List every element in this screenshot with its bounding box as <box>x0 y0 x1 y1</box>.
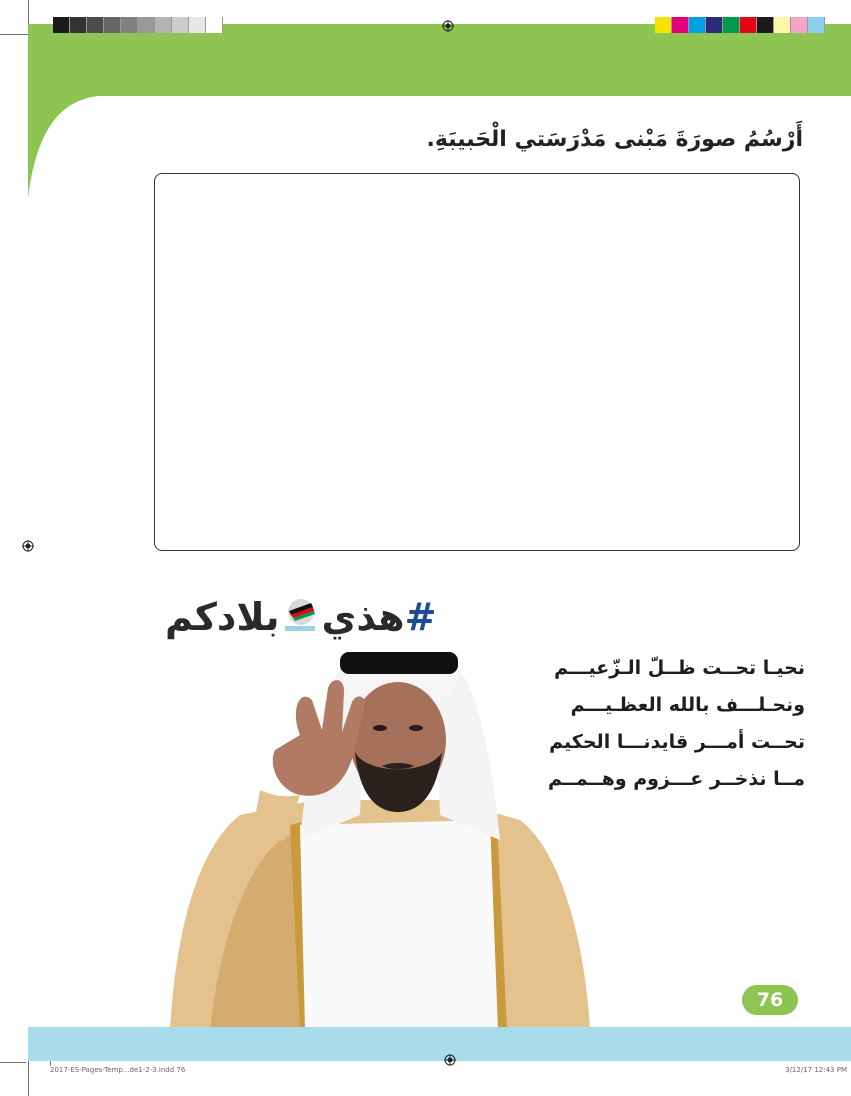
page-number: 76 <box>742 985 798 1015</box>
color-swatch <box>791 17 808 33</box>
poem-line: تحــت أمـــر قايدنـــا الحكيم <box>549 731 805 753</box>
grayscale-color-bar <box>53 17 223 33</box>
print-slug-left: 2017-ES-Pages-Temp...de1-2-3.indd 76 <box>50 1066 186 1074</box>
crop-mark <box>0 1062 26 1063</box>
registration-mark-icon <box>22 540 34 552</box>
footer-band <box>28 1027 851 1061</box>
color-swatch <box>808 17 825 33</box>
activity-instruction: أَرْسُمُ صورَةَ مَبْنى مَدْرَسَتي الْحَبيبَةِ. <box>426 127 803 152</box>
leader-portrait-image <box>150 640 620 1030</box>
hashtag-symbol: # <box>404 595 437 639</box>
color-swatch <box>774 17 791 33</box>
color-swatch <box>104 17 121 33</box>
poem-line: نحيـا تحــت ظــلّ الـزّعيـــم <box>554 657 805 679</box>
color-swatch <box>740 17 757 33</box>
color-swatch <box>155 17 172 33</box>
color-swatch <box>757 17 774 33</box>
color-swatch <box>121 17 138 33</box>
color-swatch <box>655 17 672 33</box>
poem-line: مــا نذخــر عـــزوم وهــمــم <box>548 768 805 790</box>
crop-mark <box>0 34 28 35</box>
uae-flag-brush-icon <box>281 595 321 639</box>
hashtag-heading <box>165 591 437 643</box>
color-swatch <box>689 17 706 33</box>
poem-line: ونحـلـــف بالله العظـيـــم <box>570 694 805 716</box>
color-swatch <box>138 17 155 33</box>
process-color-bar <box>655 17 825 33</box>
color-swatch <box>70 17 87 33</box>
color-swatch <box>53 17 70 33</box>
color-swatch <box>672 17 689 33</box>
registration-mark-icon <box>442 20 454 32</box>
hashtag-word-2: بلادكم <box>165 595 280 639</box>
color-swatch <box>87 17 104 33</box>
print-slug-right: 3/12/17 12:43 PM <box>785 1066 847 1074</box>
color-swatch <box>189 17 206 33</box>
color-swatch <box>172 17 189 33</box>
header-band <box>28 24 851 96</box>
drawing-area[interactable] <box>154 173 800 551</box>
color-swatch <box>206 17 223 33</box>
hashtag-word-1: هذي <box>321 595 405 639</box>
registration-mark-icon <box>444 1054 456 1066</box>
color-swatch <box>706 17 723 33</box>
color-swatch <box>723 17 740 33</box>
header-curve <box>28 96 98 198</box>
